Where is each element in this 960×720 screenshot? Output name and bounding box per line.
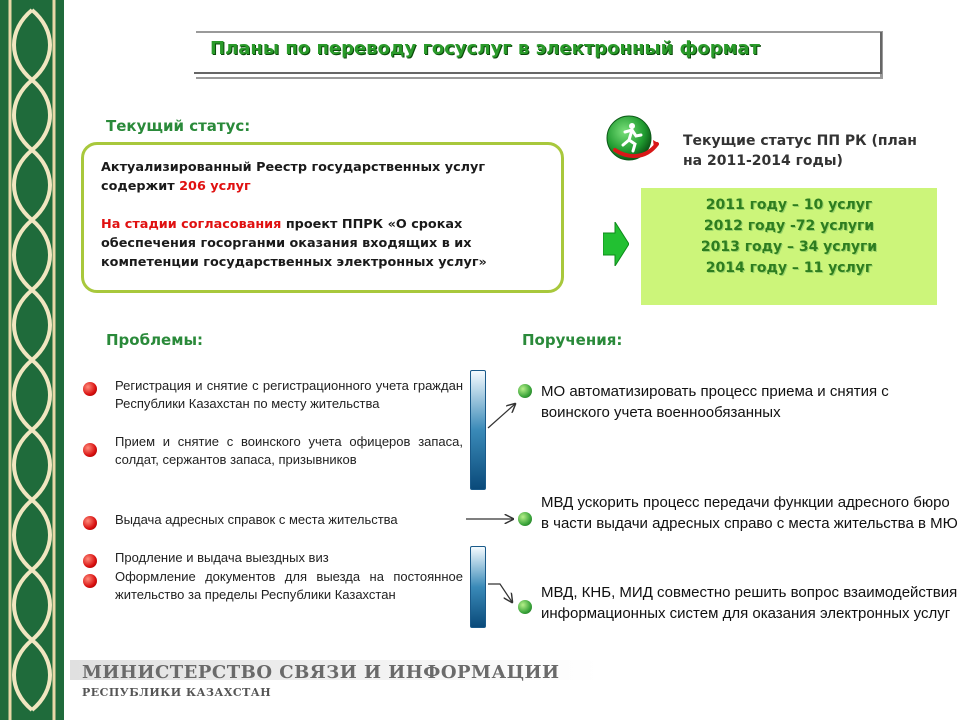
footer — [70, 660, 960, 720]
year-plan-2011: 2011 году – 10 услуг — [705, 197, 873, 213]
orders-label: Поручения: — [522, 331, 623, 349]
year-plan-2014: 2014 году – 11 услуг — [705, 260, 873, 276]
order-item-joint: МВД, КНБ, МИД совместно решить вопрос взаимодействия информационных систем для оказания электронных услуг — [541, 584, 958, 622]
problems-label: Проблемы: — [106, 331, 204, 349]
registry-text: Актуализированный Реестр государственных услуг содержит — [101, 160, 486, 194]
pp-status-title-line1: Текущие статус ПП РК (план — [683, 133, 917, 149]
problem-item-registration: Регистрация и снятие с регистрационного учета граждан Республики Казахстан по месту жительства — [115, 378, 463, 411]
pp-status-title-line2: на 2011-2014 годы) — [683, 153, 843, 169]
order-item-mvd: МВД ускорить процесс передачи функции адресного бюро в части выдачи адресных справо с места жительства в МЮ — [541, 494, 958, 532]
connector-arrow-1 — [488, 404, 515, 428]
order-bullet — [518, 600, 532, 614]
ministry-country: РЕСПУБЛИКИ КАЗАХСТАН — [82, 686, 272, 699]
problem-item-address: Выдача адресных справок с места жительства — [115, 512, 398, 527]
approval-stage: На стадии согласования — [101, 217, 282, 232]
connector-arrow-3 — [488, 584, 512, 602]
problem-item-visas: Продление и выдача выездных виз — [115, 550, 329, 565]
ministry-name: МИНИСТЕРСТВО СВЯЗИ И ИНФОРМАЦИИ — [82, 662, 560, 683]
year-plan-2012: 2012 году -72 услуги — [703, 218, 875, 234]
order-bullet — [518, 384, 532, 398]
page-title: Планы по переводу госуслуг в электронный формат — [210, 38, 760, 59]
registry-count: 206 услуг — [179, 179, 251, 194]
year-plan-2013: 2013 году – 34 услуги — [700, 239, 878, 255]
order-item-mo: МО автоматизировать процесс приема и снятия с воинского учета военнообязанных — [541, 383, 889, 421]
problem-item-emigration: Оформление документов для выезда на постоянное жительство за пределы Республики Казахстан — [115, 569, 463, 602]
current-status-label: Текущий статус: — [106, 117, 251, 135]
problem-item-military: Прием и снятие с воинского учета офицеров запаса, солдат, сержантов запаса, призывников — [115, 434, 463, 467]
order-bullet — [518, 512, 532, 526]
approval-project: проект ППРК «О сроках обеспечения госорганми оказания входящих в их компетенции государственных электронных услуг» — [101, 217, 487, 270]
